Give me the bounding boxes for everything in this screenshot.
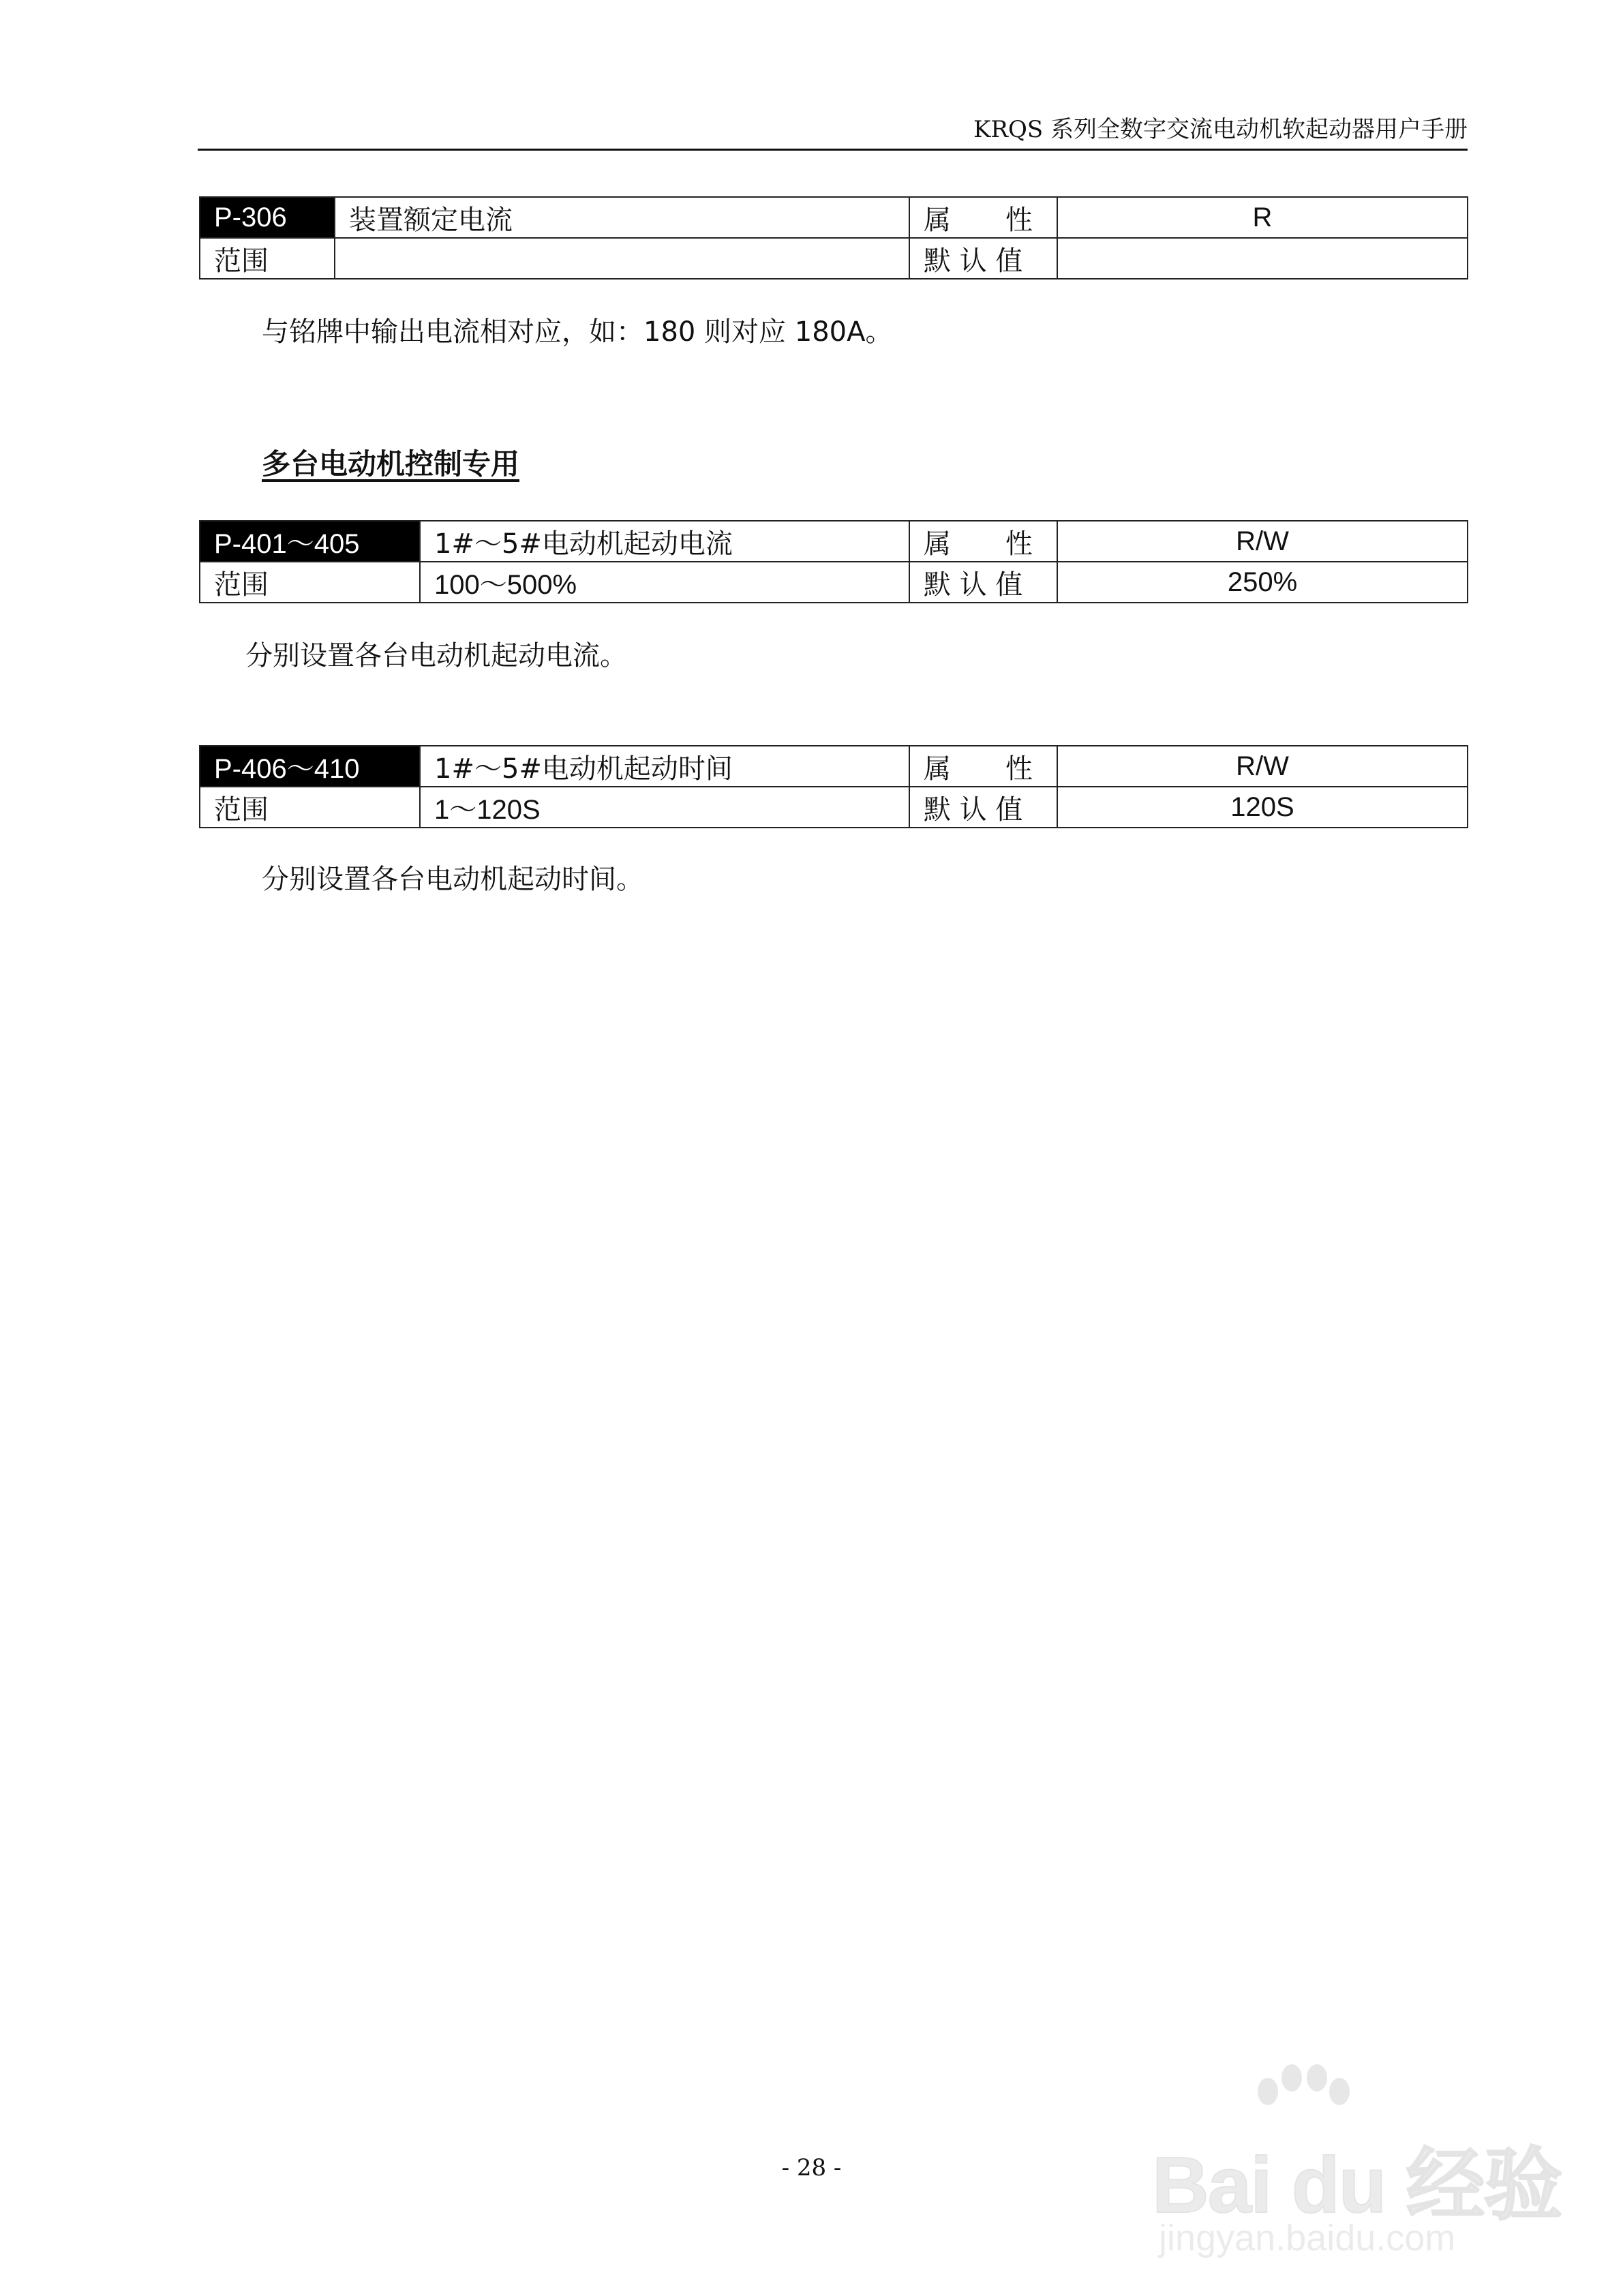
range-value: 1～120S (420, 787, 909, 828)
param-code: P-406～410 (200, 746, 420, 787)
param-name: 1#～5#电动机起动时间 (420, 746, 909, 787)
watermark-logo: Bai du 经验 (1152, 2141, 1562, 2229)
param-description: 分别设置各台电动机起动电流。 (245, 640, 627, 671)
table-row (200, 562, 1468, 603)
attr-label: 属 性 (909, 521, 1057, 562)
default-label: 默 认 值 (909, 562, 1057, 603)
param-table-p401 (199, 520, 1468, 603)
attr-label: 属 性 (909, 197, 1057, 238)
default-value (1057, 238, 1468, 279)
default-value: 120S (1057, 787, 1468, 828)
attr-value: R/W (1057, 746, 1468, 787)
param-table-p306 (199, 196, 1468, 280)
param-description: 与铭牌中输出电流相对应，如：180 则对应 180A。 (262, 316, 893, 348)
default-label: 默 认 值 (909, 238, 1057, 279)
attr-label: 属 性 (909, 746, 1057, 787)
table-row (200, 521, 1468, 562)
default-value: 250% (1057, 562, 1468, 603)
param-code: P-401～405 (200, 521, 420, 562)
range-value (335, 238, 909, 279)
param-name: 装置额定电流 (335, 197, 909, 238)
param-name: 1#～5#电动机起动电流 (420, 521, 909, 562)
table-row (200, 787, 1468, 828)
range-label: 范围 (200, 562, 420, 603)
table-row (200, 197, 1468, 238)
range-value: 100～500% (420, 562, 909, 603)
header-rule (198, 149, 1468, 151)
default-label: 默 认 值 (909, 787, 1057, 828)
attr-value: R/W (1057, 521, 1468, 562)
header-title: KRQS 系列全数字交流电动机软起动器用户手册 (973, 116, 1468, 143)
table-row (200, 238, 1468, 279)
param-code: P-306 (200, 197, 335, 238)
section-title: 多台电动机控制专用 (262, 447, 520, 481)
table-row (200, 746, 1468, 787)
param-table-p406 (199, 745, 1468, 828)
attr-value: R (1057, 197, 1468, 238)
range-label: 范围 (200, 787, 420, 828)
watermark-url: jingyan.baidu.com (1159, 2218, 1456, 2259)
watermark (1152, 2059, 1562, 2263)
range-label: 范围 (200, 238, 335, 279)
param-description: 分别设置各台电动机起动时间。 (262, 864, 643, 895)
page-number: - 28 - (781, 2154, 842, 2181)
